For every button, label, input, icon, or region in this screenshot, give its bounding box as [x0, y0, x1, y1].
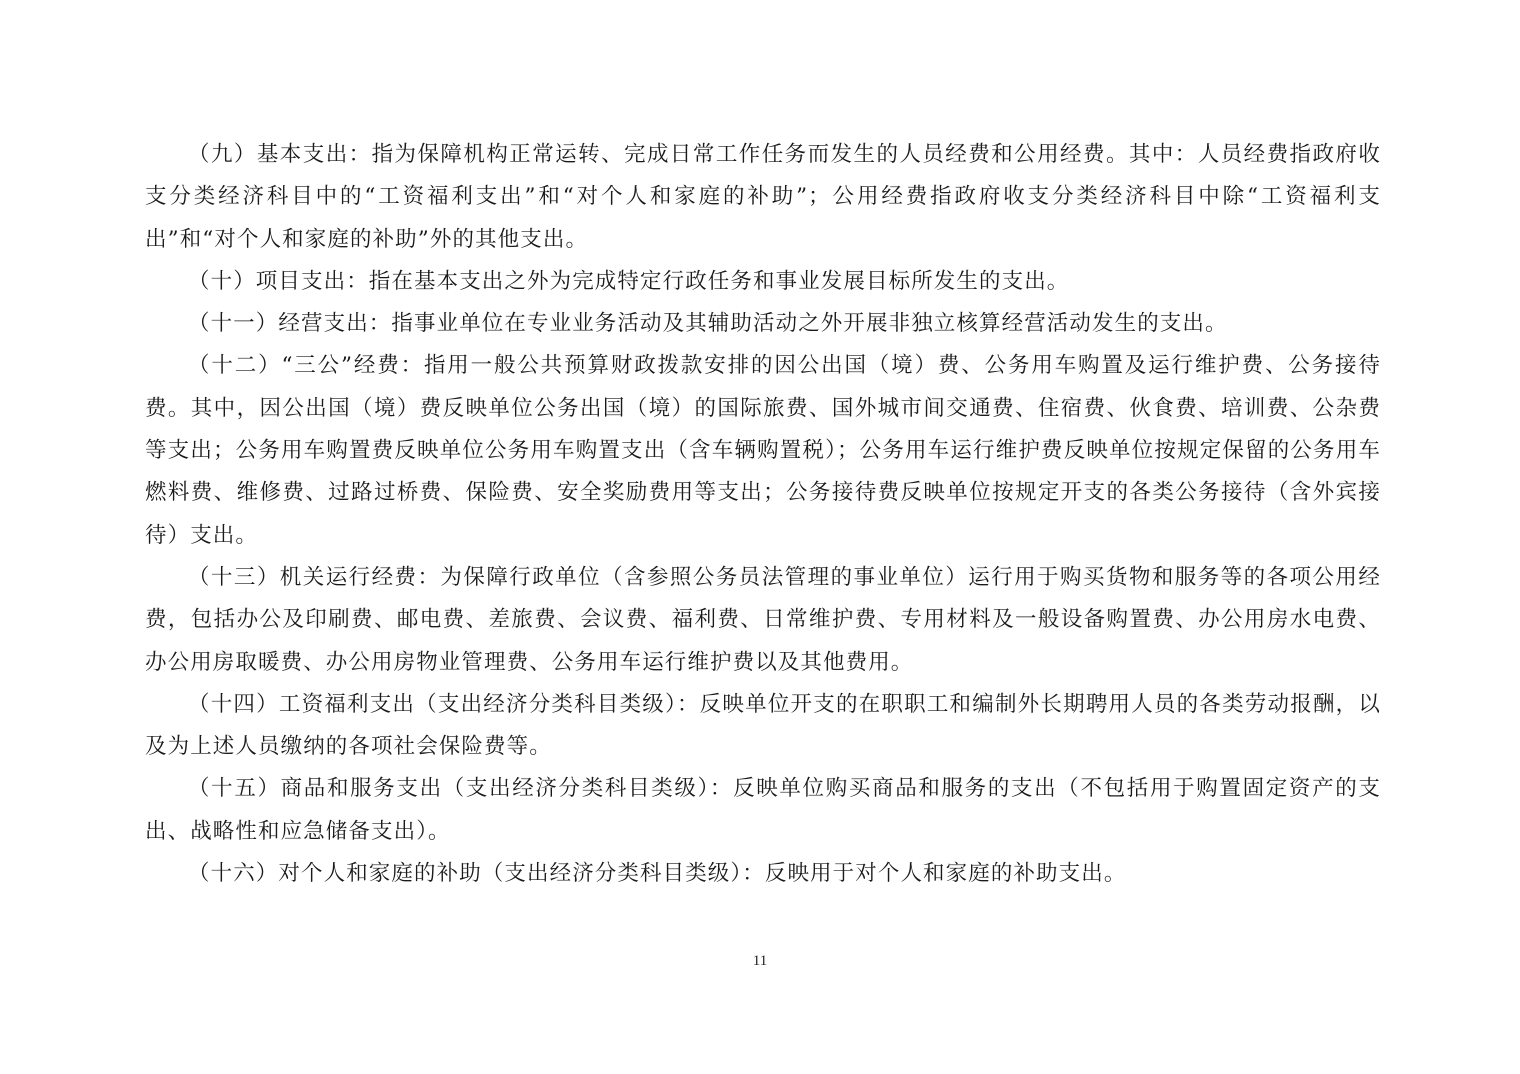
paragraph-project-expenditure: （十）项目支出：指在基本支出之外为完成特定行政任务和事业发展目标所发生的支出。: [188, 268, 1070, 294]
page-number: 11: [752, 953, 768, 969]
paragraph-agency-operating-costs: （十三）机关运行经费：为保障行政单位（含参照公务员法管理的事业单位）运行用于购买货物和服务等的各项公用经费，包括办公及印刷费、邮电费、差旅费、会议费、福利费、日常维护费、专用材料及一般设备购置费、办公用房水电费、办公用房取暖费、办公用房物业管理费、公务用车运行维护费以及其他费用。: [145, 564, 1381, 675]
paragraph-three-public-expenses: （十二）“三公”经费：指用一般公共预算财政拨款安排的因公出国（境）费、公务用车购置及运行维护费、公务接待费。其中，因公出国（境）费反映单位公务出国（境）的国际旅费、国外城市间交通费、住宿费、伙食费、培训费、公杂费等支出；公务用车购置费反映单位公务用车购置支出（含车辆购置税）；公务用车运行维护费反映单位按规定保留的公务用车燃料费、维修费、过路过桥费、保险费、安全奖励费用等支出；公务接待费反映单位按规定开支的各类公务接待（含外宾接待）支出。: [145, 353, 1381, 548]
paragraph-subsidies-individuals: （十六）对个人和家庭的补助（支出经济分类科目类级）：反映用于对个人和家庭的补助支出。: [188, 861, 1127, 887]
paragraph-wages-welfare: （十四）工资福利支出（支出经济分类科目类级）：反映单位开支的在职职工和编制外长期聘用人员的各类劳动报酬，以及为上述人员缴纳的各项社会保险费等。: [145, 691, 1381, 760]
document-body: [145, 134, 1381, 895]
paragraph-basic-expenditure: （九）基本支出：指为保障机构正常运转、完成日常工作任务而发生的人员经费和公用经费。其中：人员经费指政府收支分类经济科目中的“工资福利支出”和“对个人和家庭的补助”；公用经费指政府收支分类经济科目中除“工资福利支出”和“对个人和家庭的补助”外的其他支出。: [145, 142, 1381, 252]
paragraph-goods-services: （十五）商品和服务支出（支出经济分类科目类级）：反映单位购买商品和服务的支出（不包括用于购置固定资产的支出、战略性和应急储备支出）。: [145, 776, 1381, 844]
paragraph-operating-expenditure: （十一）经营支出：指事业单位在专业业务活动及其辅助活动之外开展非独立核算经营活动发生的支出。: [188, 311, 1228, 337]
